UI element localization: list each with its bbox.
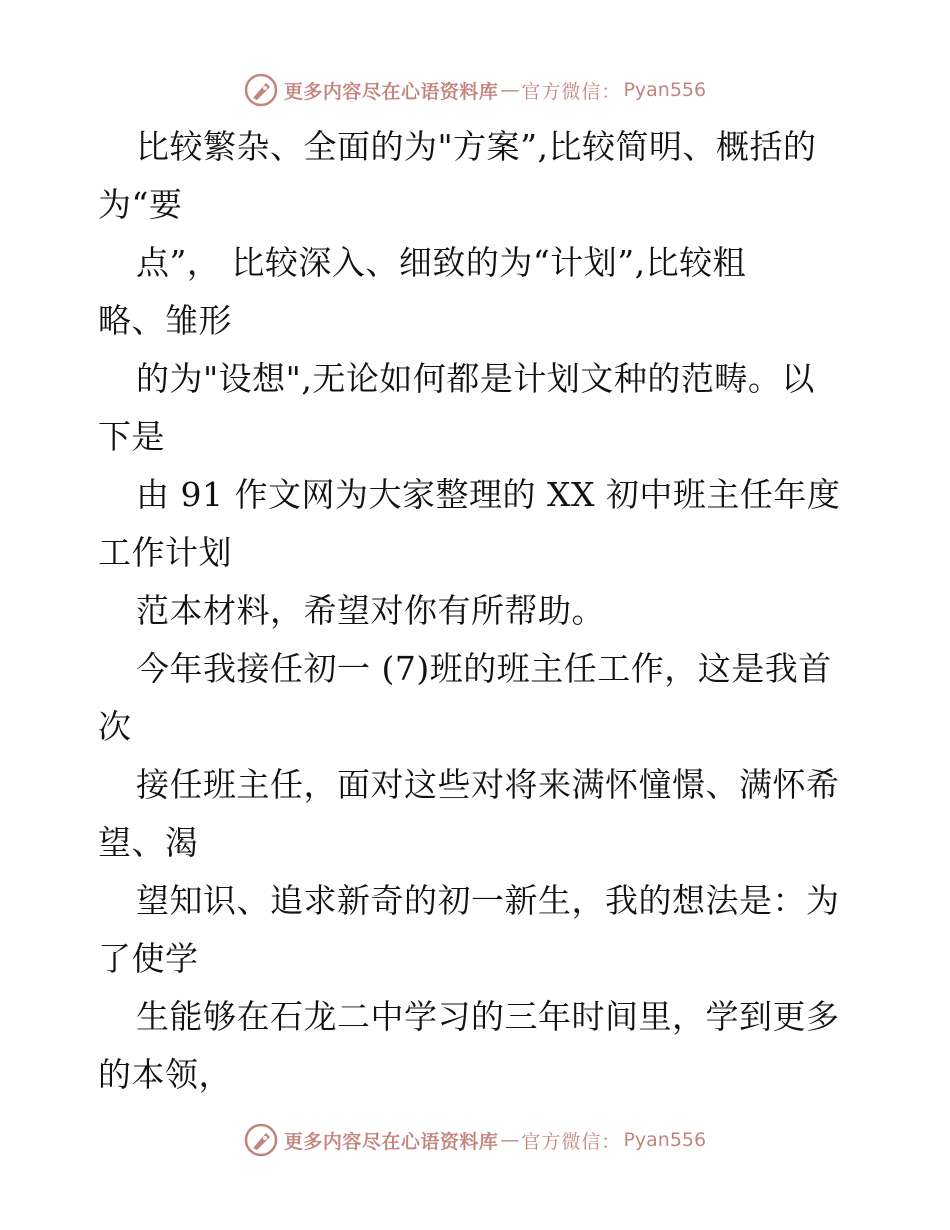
header-banner (0, 70, 950, 110)
footer-banner (0, 1120, 950, 1160)
footer-brand-text: 更多内容尽在心语资料库 (283, 1130, 499, 1153)
fountain-pen-logo-icon (244, 73, 278, 107)
footer-separator: — (500, 1129, 520, 1151)
text-line: 下是 (98, 417, 165, 456)
text-line: 的为"设想",无论如何都是计划文种的范畴。以 (136, 359, 815, 398)
text-line: 次 (98, 707, 132, 746)
document-body (98, 118, 858, 1104)
fountain-pen-logo-icon (244, 1123, 278, 1157)
text-line: 望、渴 (98, 823, 199, 862)
text-line: 生能够在石龙二中学习的三年时间里，学到更多 (136, 997, 840, 1036)
header-wechat-account: Pyan556 (623, 79, 707, 101)
header-separator: — (500, 79, 520, 101)
header-brand-text: 更多内容尽在心语资料库 (283, 80, 499, 103)
text-line: 接任班主任，面对这些对将来满怀憧憬、满怀希 (136, 765, 840, 804)
text-line: 为“要 (98, 185, 183, 224)
text-line: 的本领， (98, 1055, 232, 1094)
text-line: 比较繁杂、全面的为"方案”,比较简明、概括的 (136, 127, 817, 166)
text-line: 点”， 比较深入、细致的为“计划”,比较粗 (136, 243, 747, 282)
text-line: 今年我接任初一 (7)班的班主任工作，这是我首 (136, 649, 832, 688)
footer-wechat-account: Pyan556 (623, 1129, 707, 1151)
text-line: 略、雏形 (98, 301, 232, 340)
text-line: 由 91 作文网为大家整理的 XX 初中班主任年度 (136, 475, 841, 514)
text-line: 范本材料，希望对你有所帮助。 (136, 591, 605, 630)
header-wechat-label: 官方微信： (521, 80, 622, 103)
text-line: 工作计划 (98, 533, 232, 572)
text-line: 了使学 (98, 939, 199, 978)
text-line: 望知识、追求新奇的初一新生，我的想法是：为 (136, 881, 840, 920)
footer-wechat-label: 官方微信： (521, 1130, 622, 1153)
